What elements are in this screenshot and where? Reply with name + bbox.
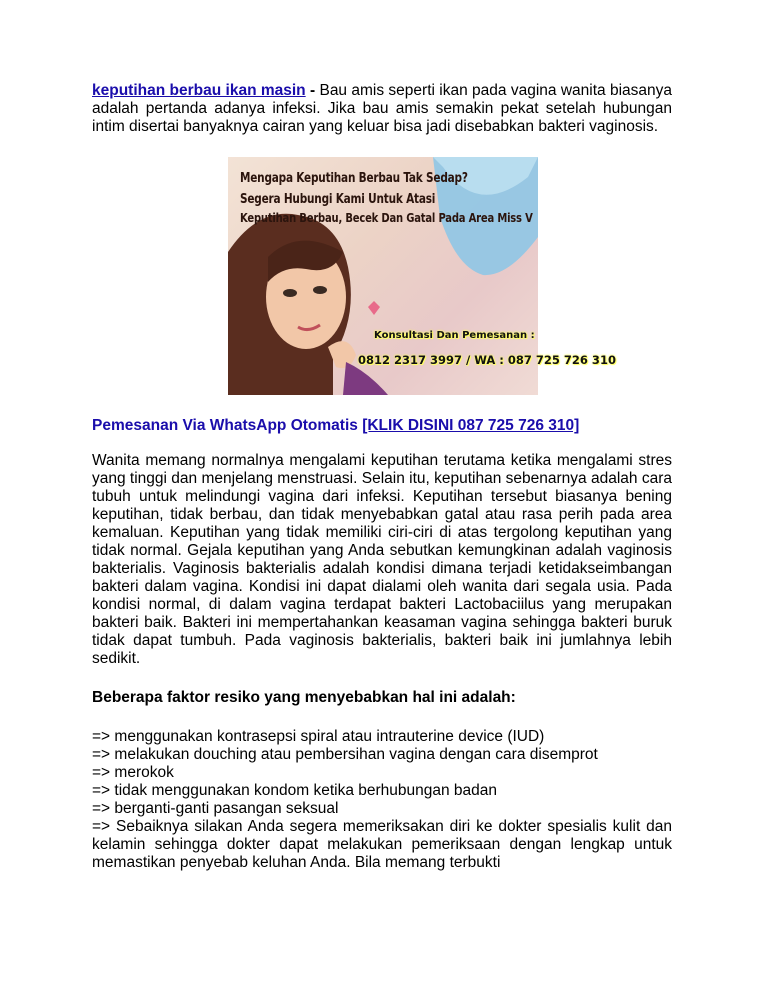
- order-heading: [92, 417, 672, 435]
- list-item: => melakukan douching atau pembersihan vagina dengan cara disemprot: [92, 746, 598, 763]
- risk-list: [92, 728, 672, 818]
- intro-paragraph: [92, 82, 672, 136]
- list-item: => menggunakan kontrasepsi spiral atau intrauterine device (IUD): [92, 728, 545, 745]
- list-item: => tidak menggunakan kondom ketika berhubungan badan: [92, 782, 498, 799]
- risk-heading: Beberapa faktor resiko yang menyebabkan hal ini adalah:: [92, 689, 516, 706]
- intro-text: Bau amis seperti ikan pada vagina wanita biasanya adalah pertanda adanya infeksi. Jika bau amis semakin pekat setelah hubungan intim disertai banyaknya cairan yang keluar bisa jadi disebabkan bakteri vaginosis.: [92, 82, 672, 135]
- contact-numbers: 0812 2317 3997 / WA : 087 725 726 310: [358, 353, 616, 367]
- document-page: [92, 82, 672, 872]
- banner-line-3: Keputihan Berbau, Becek Dan Gatal Pada Area Miss V: [240, 211, 533, 226]
- banner-line-2: Segera Hubungi Kami Untuk Atasi: [240, 191, 436, 207]
- body-paragraph: Wanita memang normalnya mengalami keputihan terutama ketika mengalami stres yang tinggi dan menjelang menstruasi. Selain itu, keputihan sebenarnya adalah cara tubuh untuk melindungi vagina dari infeksi. Keputihan tersebut biasanya bening keputihan, tidak berbau, dan tidak menyebabkan gatal atau rasa perih pada area kemaluan. Keputihan yang tidak memiliki ciri-ciri di atas tergolong keputihan yang tidak normal. Gejala keputihan yang Anda sebutkan kemungkinan adalah vaginosis bakterialis. Vaginosis bakterialis adalah kondisi dimana terjadi ketidakseimbangan bakteri dalam vagina. Kondisi ini dapat dialami oleh wanita dari segala usia. Pada kondisi normal, di dalam vagina terdapat bakteri Lactobaciilus yang merupakan bakteri baik. Bakteri ini mempertahankan keasaman vagina sehingga bakteri buruk tidak dapat tumbuh. Pada vaginosis bakterialis, bakteri baik ini jumlahnya lebih sedikit.: [92, 452, 672, 667]
- intro-dash: -: [309, 82, 316, 99]
- contact-label: Konsultasi Dan Pemesanan :: [374, 330, 535, 341]
- list-item: => merokok: [92, 764, 174, 781]
- list-item: => berganti-ganti pasangan seksual: [92, 800, 339, 817]
- keyword-link[interactable]: keputihan berbau ikan masin: [92, 82, 306, 99]
- order-whatsapp-link[interactable]: [KLIK DISINI 087 725 726 310]: [362, 417, 580, 434]
- banner-line-1: Mengapa Keputihan Berbau Tak Sedap?: [240, 170, 468, 186]
- final-paragraph: => Sebaiknya silakan Anda segera memeriksakan diri ke dokter spesialis kulit dan kelamin sehingga dokter dapat melakukan pemeriksaan dengan lengkap untuk memastikan penyebab keluhan Anda. Bila memang terbukti: [92, 818, 672, 871]
- order-text: Pemesanan Via WhatsApp Otomatis: [92, 417, 363, 434]
- promo-image: [228, 157, 616, 395]
